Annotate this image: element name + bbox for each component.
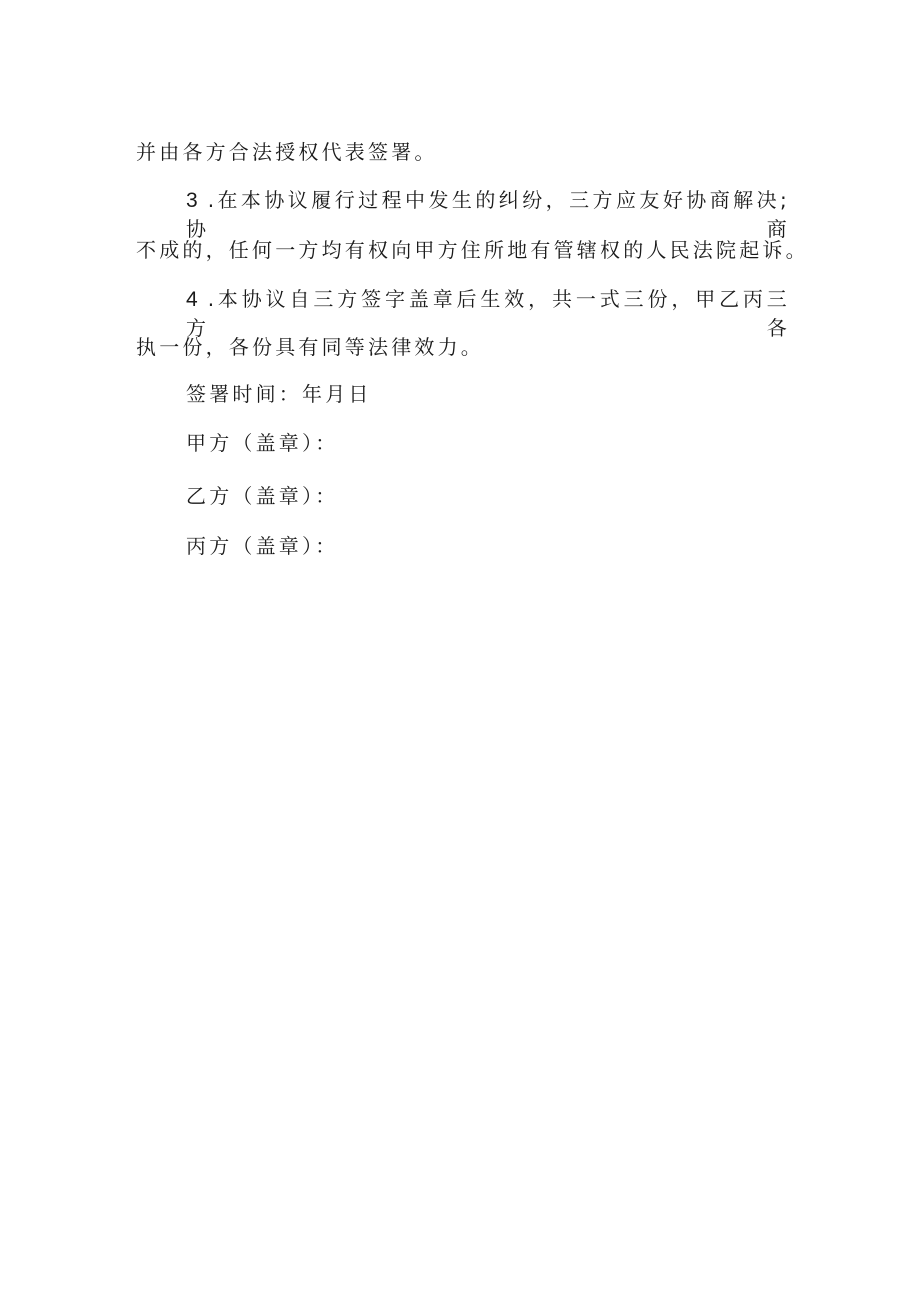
clause-3-number: 3	[186, 189, 198, 212]
clause-3-line-1	[186, 186, 790, 243]
party-a-seal: 甲方（盖章）：	[186, 431, 339, 455]
clause-4-number: 4	[186, 288, 198, 311]
clause-3-line-2: 不成的，任何一方均有权向甲方住所地有管辖权的人民法院起诉。	[136, 238, 809, 262]
paragraph-continuation: 并由各方合法授权代表签署。	[136, 140, 438, 164]
clause-4-text-1: .本协议自三方签字盖章后生效，共一式三份，甲乙丙三方各	[186, 287, 790, 340]
party-b-seal: 乙方（盖章）：	[186, 484, 339, 508]
clause-3-text-1: .在本协议履行过程中发生的纠纷，三方应友好协商解决;协商	[186, 188, 790, 241]
signing-date: 签署时间：年月日	[186, 382, 372, 406]
clause-4-line-2: 执一份，各份具有同等法律效力。	[136, 335, 484, 359]
party-c-seal: 丙方（盖章）：	[186, 534, 339, 558]
